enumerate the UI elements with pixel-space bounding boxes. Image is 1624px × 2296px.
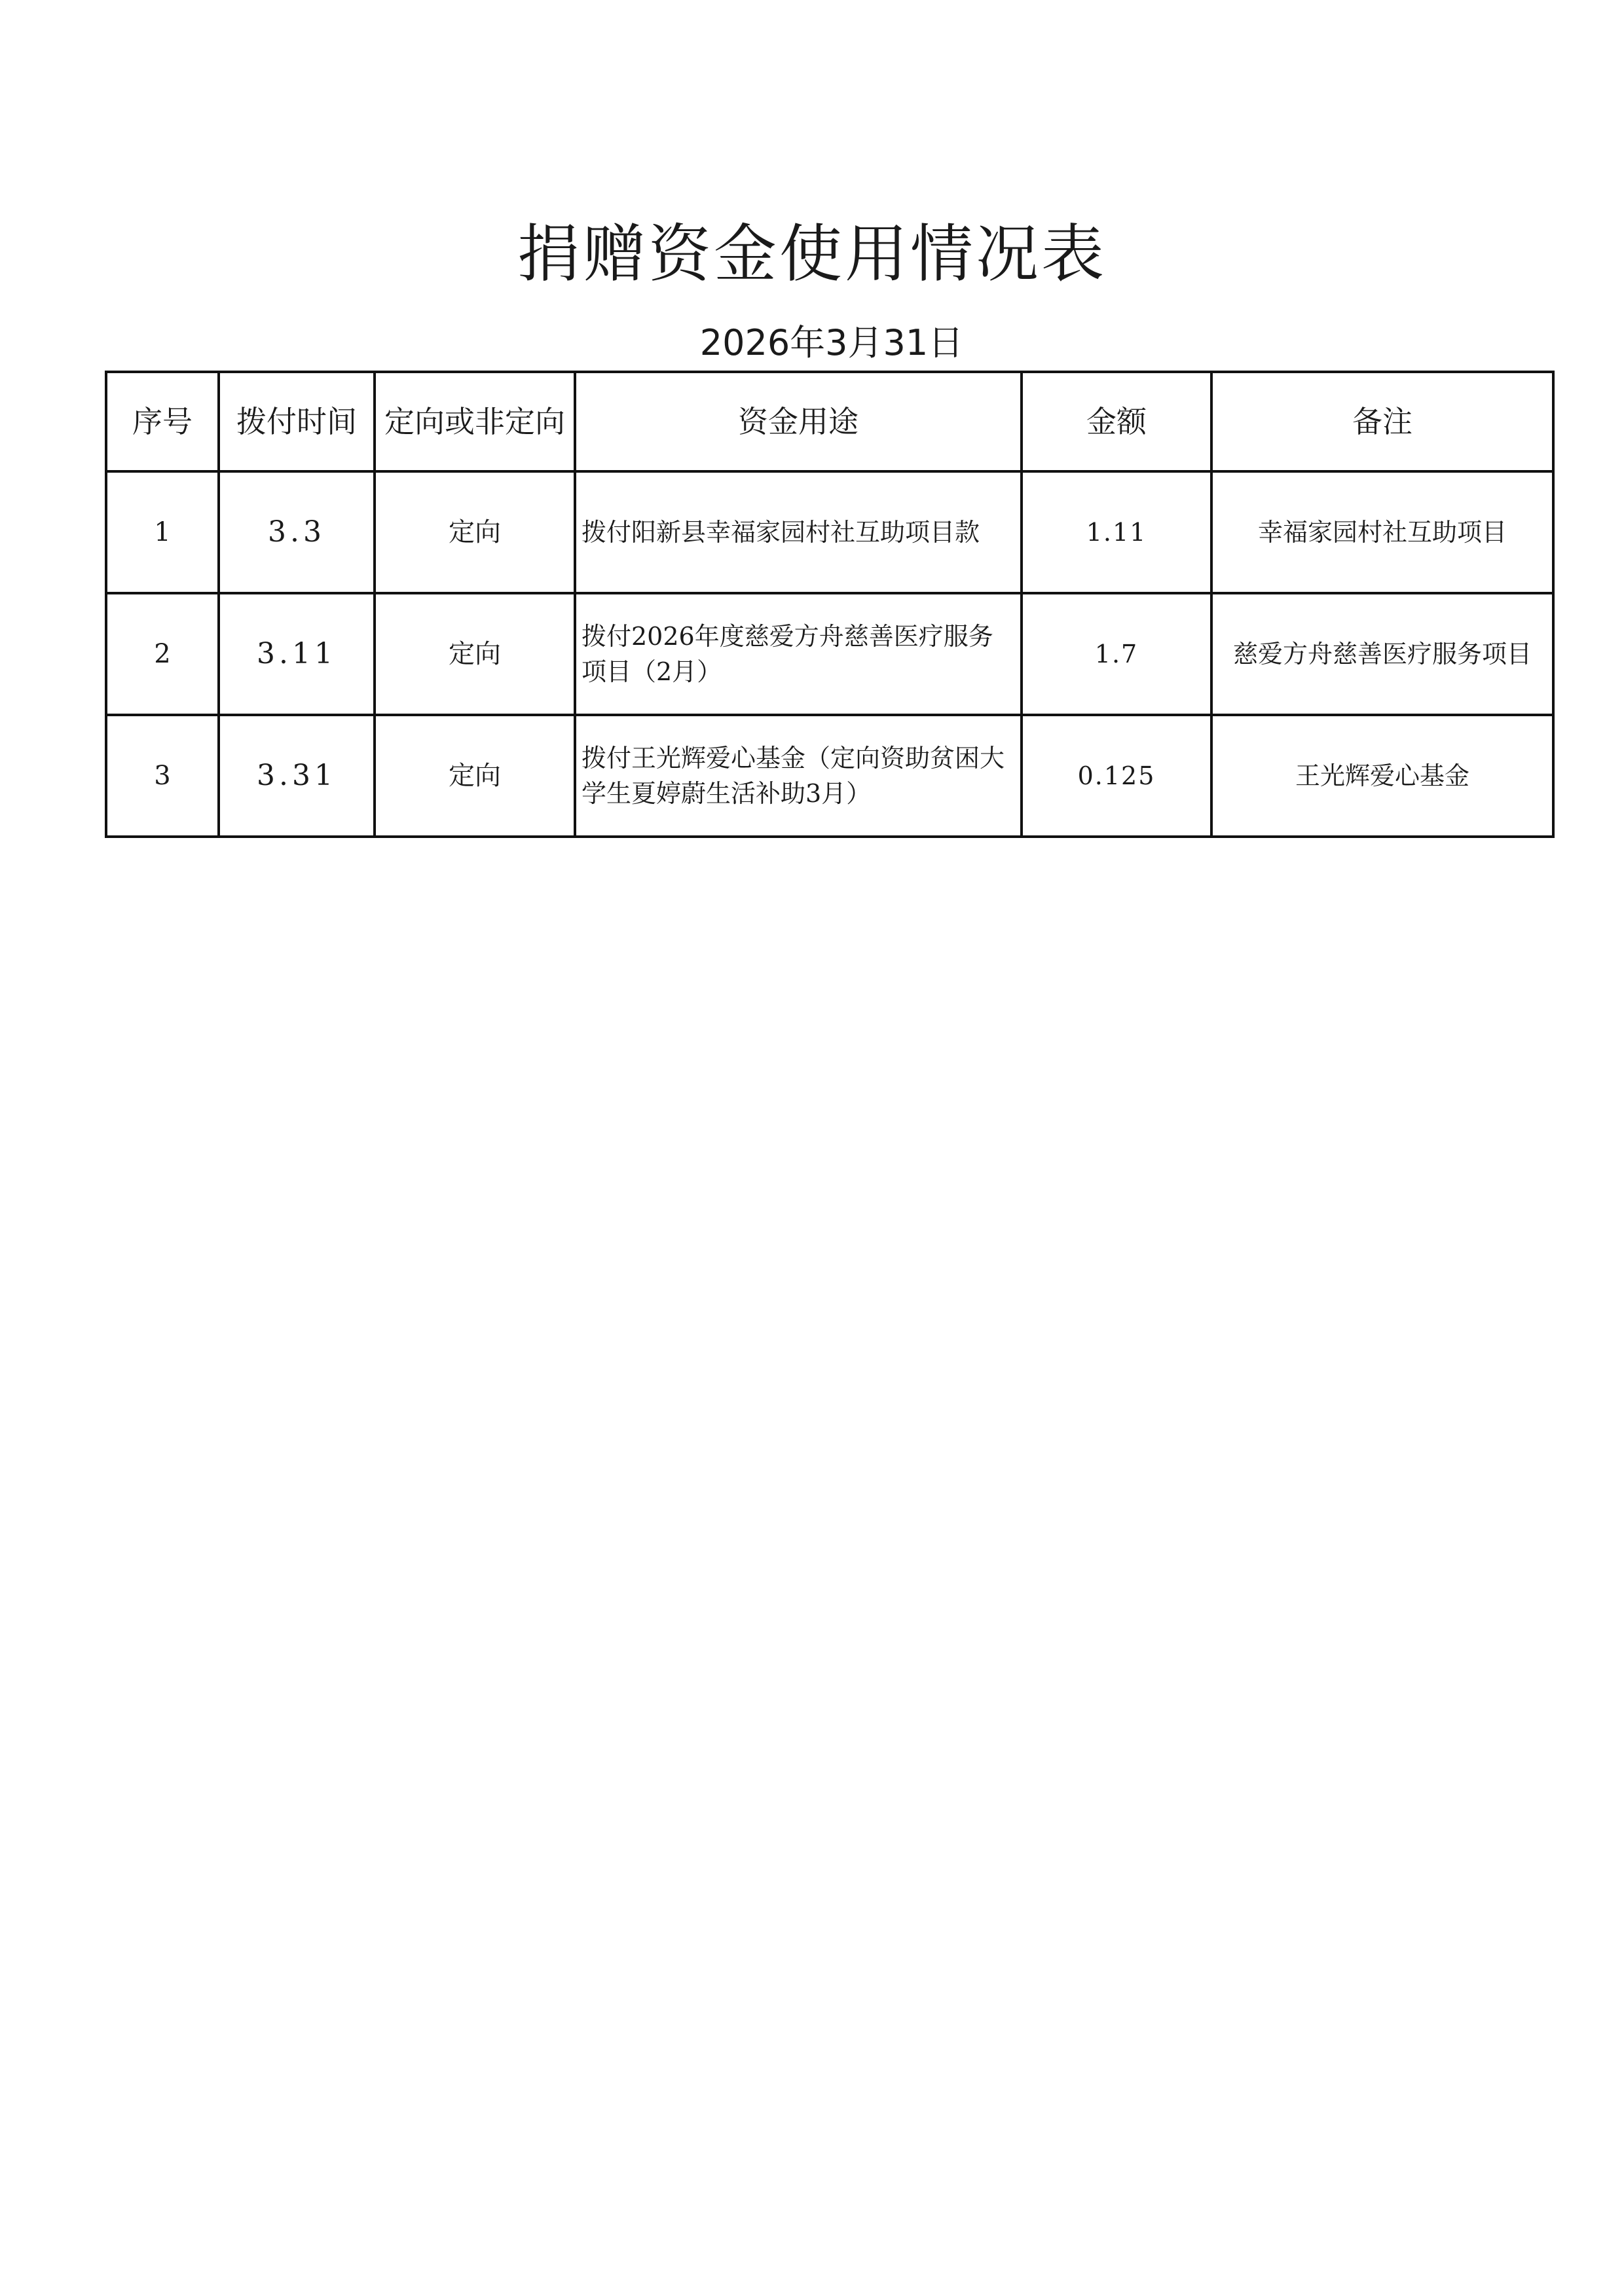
- cell-direction: 定向: [375, 593, 575, 715]
- cell-purpose: 拨付王光辉爱心基金（定向资助贫困大学生夏婷蔚生活补助3月）: [575, 715, 1022, 837]
- cell-index: 3: [106, 715, 219, 837]
- header-index: 序号: [106, 372, 219, 471]
- cell-amount: 1.11: [1022, 471, 1211, 593]
- cell-index: 2: [106, 593, 219, 715]
- cell-time: 3.31: [219, 715, 375, 837]
- document-title: 捐赠资金使用情况表: [517, 217, 1107, 291]
- cell-purpose: 拨付2026年度慈爱方舟慈善医疗服务项目（2月）: [575, 593, 1022, 715]
- cell-remark: 王光辉爱心基金: [1211, 715, 1553, 837]
- cell-index: 1: [106, 471, 219, 593]
- document-date: 2026年3月31日: [699, 322, 964, 363]
- table-row: [106, 471, 1553, 593]
- cell-time: 3.11: [219, 593, 375, 715]
- header-time: 拨付时间: [219, 372, 375, 471]
- cell-remark: 幸福家园村社互助项目: [1211, 471, 1553, 593]
- table-row: [106, 715, 1553, 837]
- header-purpose: 资金用途: [575, 372, 1022, 471]
- header-remark: 备注: [1211, 372, 1553, 471]
- cell-remark: 慈爱方舟慈善医疗服务项目: [1211, 593, 1553, 715]
- fund-usage-table: [105, 371, 1555, 838]
- header-amount: 金额: [1022, 372, 1211, 471]
- cell-time: 3.3: [219, 471, 375, 593]
- cell-direction: 定向: [375, 471, 575, 593]
- cell-direction: 定向: [375, 715, 575, 837]
- cell-amount: 0.125: [1022, 715, 1211, 837]
- cell-purpose: 拨付阳新县幸福家园村社互助项目款: [575, 471, 1022, 593]
- table-header-row: [106, 372, 1553, 471]
- table-row: [106, 593, 1553, 715]
- header-direction: 定向或非定向: [375, 372, 575, 471]
- cell-amount: 1.7: [1022, 593, 1211, 715]
